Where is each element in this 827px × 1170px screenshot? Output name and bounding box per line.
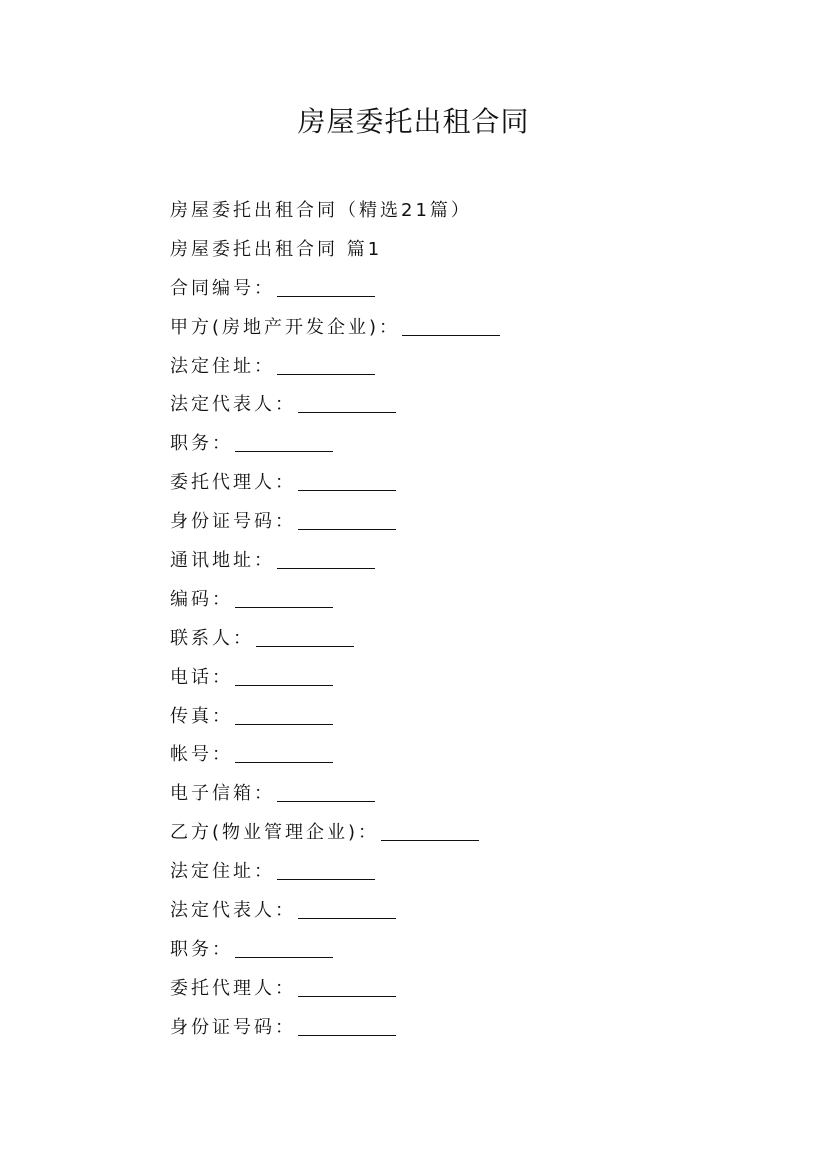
blank-underline bbox=[298, 470, 396, 491]
field-a-position bbox=[170, 425, 770, 464]
blank-underline bbox=[298, 392, 396, 413]
field-contract-number bbox=[170, 270, 770, 309]
blank-underline bbox=[235, 431, 333, 452]
field-a-id-number bbox=[170, 503, 770, 542]
field-a-agent bbox=[170, 464, 770, 503]
blank-underline bbox=[277, 276, 375, 297]
field-b-agent bbox=[170, 970, 770, 1009]
field-label: 身份证号码： bbox=[170, 1016, 296, 1038]
field-label: 法定住址： bbox=[170, 355, 275, 377]
field-a-mailing-address bbox=[170, 542, 770, 581]
field-b-position bbox=[170, 931, 770, 970]
field-a-phone bbox=[170, 659, 770, 698]
field-a-address bbox=[170, 348, 770, 387]
blank-underline bbox=[277, 781, 375, 802]
field-party-a bbox=[170, 309, 770, 348]
blank-underline bbox=[235, 937, 333, 958]
doc-section-line bbox=[170, 231, 770, 270]
blank-underline bbox=[235, 587, 333, 608]
field-label: 法定代表人： bbox=[170, 394, 296, 416]
blank-underline bbox=[235, 742, 333, 763]
field-label: 乙方(物业管理企业)： bbox=[170, 822, 380, 844]
line-text: 房屋委托出租合同 篇1 bbox=[170, 238, 383, 260]
field-label: 职务： bbox=[170, 938, 233, 960]
blank-underline bbox=[298, 509, 396, 530]
field-label: 委托代理人： bbox=[170, 472, 296, 494]
field-label: 传真： bbox=[170, 705, 233, 727]
document-body bbox=[170, 192, 770, 1048]
field-label: 法定住址： bbox=[170, 861, 275, 883]
field-a-postcode bbox=[170, 581, 770, 620]
field-label: 联系人： bbox=[170, 627, 254, 649]
blank-underline bbox=[277, 859, 375, 880]
field-b-address bbox=[170, 853, 770, 892]
blank-underline bbox=[298, 1015, 396, 1036]
field-label: 编码： bbox=[170, 588, 233, 610]
field-label: 法定代表人： bbox=[170, 900, 296, 922]
field-label: 电子信箱： bbox=[170, 783, 275, 805]
field-label: 职务： bbox=[170, 433, 233, 455]
field-label: 委托代理人： bbox=[170, 977, 296, 999]
field-party-b bbox=[170, 814, 770, 853]
field-label: 合同编号： bbox=[170, 277, 275, 299]
field-a-account bbox=[170, 736, 770, 775]
field-b-id-number bbox=[170, 1009, 770, 1048]
field-a-contact bbox=[170, 620, 770, 659]
blank-underline bbox=[277, 548, 375, 569]
document-title: 房屋委托出租合同 bbox=[297, 105, 530, 138]
blank-underline bbox=[298, 976, 396, 997]
field-label: 身份证号码： bbox=[170, 511, 296, 533]
blank-underline bbox=[277, 354, 375, 375]
line-text: 房屋委托出租合同（精选21篇） bbox=[170, 200, 472, 221]
field-label: 通讯地址： bbox=[170, 550, 275, 572]
field-b-legal-rep bbox=[170, 892, 770, 931]
blank-underline bbox=[235, 704, 333, 725]
blank-underline bbox=[298, 898, 396, 919]
field-a-email bbox=[170, 775, 770, 814]
doc-heading-line bbox=[170, 192, 770, 231]
field-a-fax bbox=[170, 698, 770, 737]
field-label: 帐号： bbox=[170, 744, 233, 766]
blank-underline bbox=[235, 665, 333, 686]
blank-underline bbox=[381, 820, 479, 841]
field-a-legal-rep bbox=[170, 386, 770, 425]
blank-underline bbox=[256, 626, 354, 647]
field-label: 电话： bbox=[170, 666, 233, 688]
blank-underline bbox=[402, 315, 500, 336]
field-label: 甲方(房地产开发企业)： bbox=[170, 316, 401, 338]
